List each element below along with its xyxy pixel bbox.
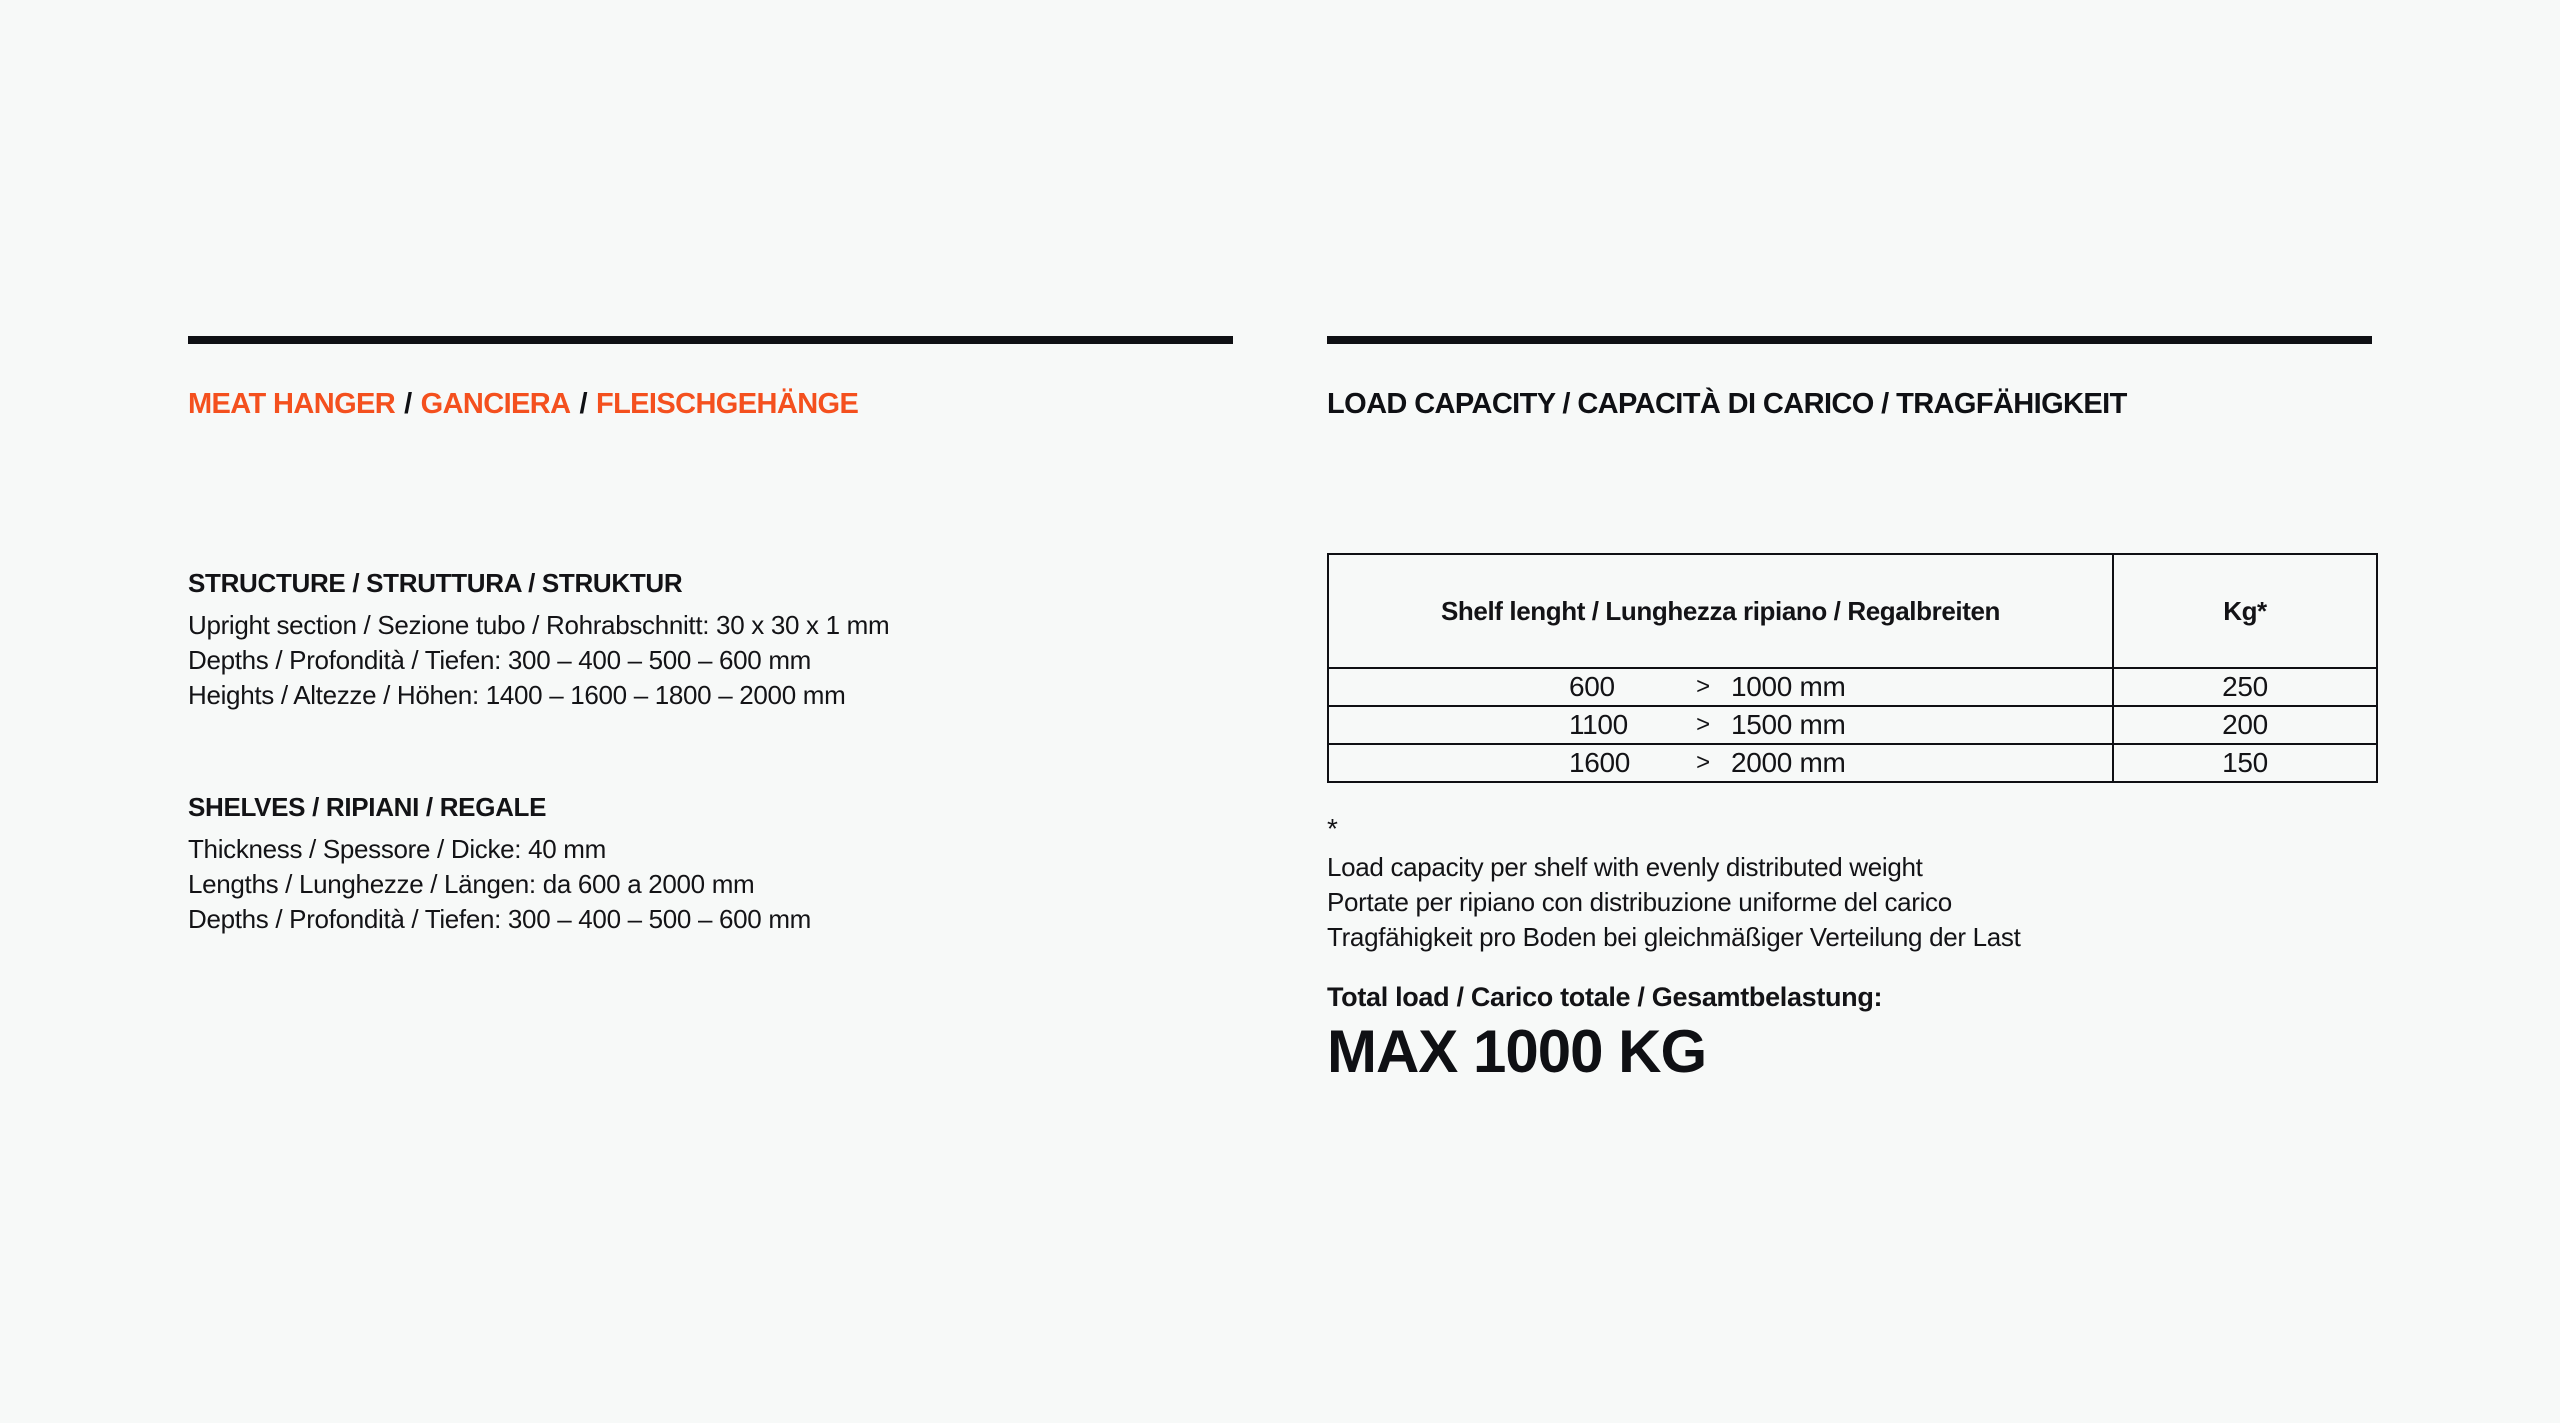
footnote [1327, 811, 2372, 955]
spec-line-structure-depths: Depths / Profondità / Tiefen: 300 – 400 – 500 – 600 mm [188, 645, 812, 675]
footnote-line-it: Portate per ripiano con distribuzione uniforme del carico [1327, 887, 1952, 917]
product-title [188, 386, 1233, 422]
range-arrow: > [1696, 711, 1710, 738]
total-load-label: Total load / Carico totale / Gesamtbelastung: [1327, 982, 1883, 1012]
footnote-line-de: Tragfähigkeit pro Boden bei gleichmäßiger Verteilung der Last [1327, 922, 2021, 952]
title-separator: / [579, 388, 587, 420]
table-row [1328, 744, 2377, 782]
kg-value-cell: 250 [2113, 668, 2377, 706]
table-row [1328, 706, 2377, 744]
range-arrow: > [1696, 673, 1710, 700]
product-title-en: MEAT HANGER [188, 388, 396, 420]
title-separator: / [404, 388, 412, 420]
total-load [1327, 980, 2372, 1085]
load-capacity-panel [1327, 336, 2372, 1085]
spec-line-shelf-lengths: Lengths / Lunghezze / Längen: da 600 a 2000 mm [188, 869, 755, 899]
range-from: 600 [1569, 671, 1615, 702]
spec-line-shelf-depths: Depths / Profondità / Tiefen: 300 – 400 – 500 – 600 mm [188, 904, 812, 934]
shelves-heading: SHELVES / RIPIANI / REGALE [188, 792, 547, 822]
load-capacity-title: LOAD CAPACITY / CAPACITÀ DI CARICO / TRAGFÄHIGKEIT [1327, 388, 2127, 420]
spec-line-shelf-thickness: Thickness / Spessore / Dicke: 40 mm [188, 834, 606, 864]
structure-section [188, 566, 1233, 713]
footnote-marker: * [1327, 813, 1338, 844]
spec-line-structure-heights: Heights / Altezze / Höhen: 1400 – 1600 – 1800 – 2000 mm [188, 680, 846, 710]
shelf-range-cell [1328, 706, 2113, 744]
range-to: 1500 mm [1731, 709, 1846, 740]
left-divider-rule [188, 336, 1233, 344]
shelf-range-cell [1328, 668, 2113, 706]
kg-value-cell: 200 [2113, 706, 2377, 744]
range-from: 1600 [1569, 747, 1631, 778]
shelf-range [1329, 709, 2112, 741]
shelves-section [188, 790, 1233, 937]
footnote-line-en: Load capacity per shelf with evenly distributed weight [1327, 852, 1923, 882]
right-divider-rule [1327, 336, 2372, 344]
product-title-de: FLEISCHGEHÄNGE [595, 388, 859, 420]
product-title-it: GANCIERA [420, 388, 571, 420]
load-capacity-table [1327, 553, 2378, 783]
spec-line-upright-section: Upright section / Sezione tubo / Rohrabschnitt: 30 x 30 x 1 mm [188, 610, 890, 640]
range-from: 1100 [1569, 709, 1628, 740]
kg-value-cell: 150 [2113, 744, 2377, 782]
range-to: 2000 mm [1731, 747, 1846, 778]
total-load-value: MAX 1000 KG [1327, 1018, 1707, 1085]
kg-header: Kg* [2113, 554, 2377, 668]
table-row [1328, 668, 2377, 706]
structure-heading: STRUCTURE / STRUTTURA / STRUKTUR [188, 568, 683, 598]
shelf-range [1329, 671, 2112, 703]
shelf-range-cell [1328, 744, 2113, 782]
range-arrow: > [1696, 749, 1710, 776]
table-header-row [1328, 554, 2377, 668]
shelf-range [1329, 747, 2112, 779]
range-to: 1000 mm [1731, 671, 1846, 702]
shelf-length-header: Shelf lenght / Lunghezza ripiano / Regalbreiten [1328, 554, 2113, 668]
product-info-panel [188, 336, 1233, 937]
